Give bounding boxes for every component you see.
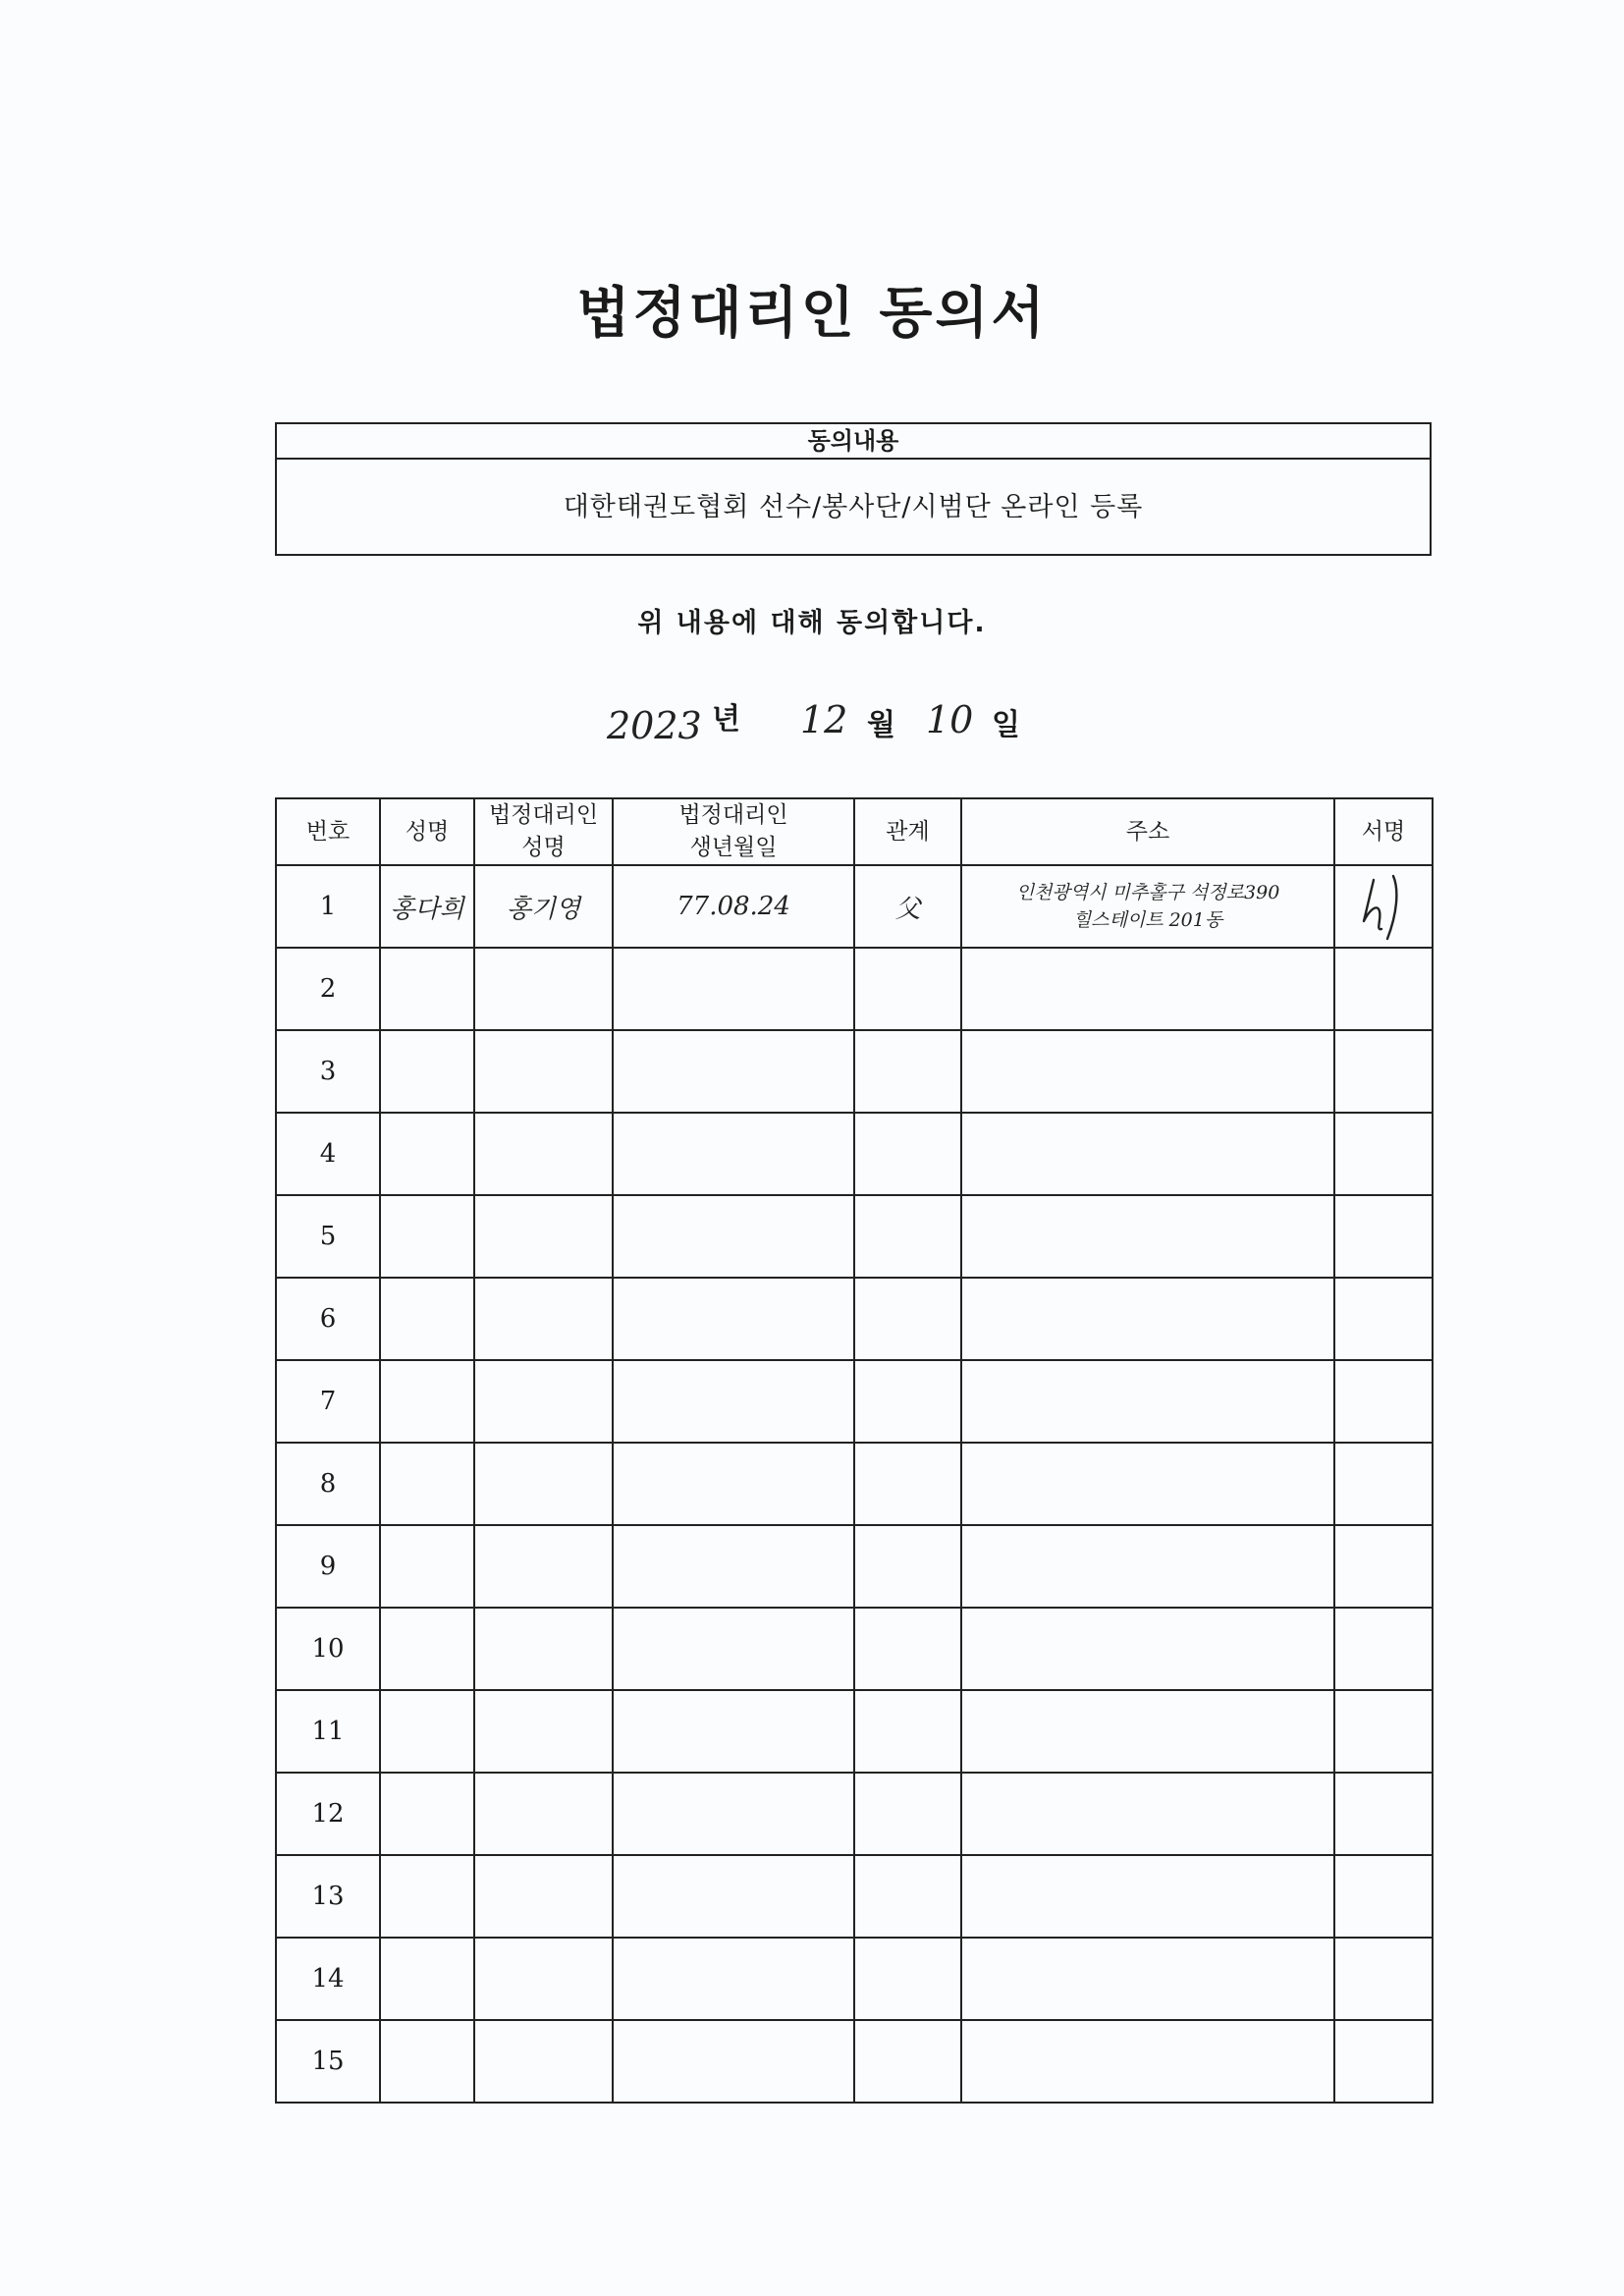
row-name-cell — [380, 1855, 474, 1938]
row-guardian-birth-cell — [613, 1608, 854, 1690]
row-name-cell — [380, 1278, 474, 1360]
row-address: 인천광역시 미추홀구 석정로390 힐스테이트 201동 — [1015, 882, 1280, 931]
row-guardian-name: 홍기영 — [506, 894, 581, 924]
row-guardian-name-cell — [474, 1030, 613, 1113]
row-guardian-birth-cell — [613, 865, 854, 948]
row-address-cell — [961, 948, 1334, 1030]
row-relation-cell — [854, 1113, 961, 1195]
table-row — [276, 1443, 1433, 1525]
row-number: 3 — [319, 1057, 337, 1086]
row-number: 12 — [311, 1799, 345, 1829]
row-relation-cell — [854, 2020, 961, 2103]
date-line — [589, 692, 1080, 751]
row-signature-cell — [1334, 1938, 1433, 2020]
consent-box — [275, 422, 1432, 556]
row-relation-cell — [854, 1773, 961, 1855]
date-month-handwritten: 12 — [800, 698, 848, 741]
table-row — [276, 948, 1433, 1030]
row-number-cell — [276, 1195, 380, 1278]
date-year-handwritten: 2023 — [607, 704, 702, 747]
row-guardian-birth-cell — [613, 1113, 854, 1195]
row-number-cell — [276, 948, 380, 1030]
row-signature-cell — [1334, 1278, 1433, 1360]
col-header-address: 주소 — [961, 798, 1334, 865]
row-name-cell — [380, 1773, 474, 1855]
row-signature-cell — [1334, 1690, 1433, 1773]
row-guardian-birth-cell — [613, 2020, 854, 2103]
row-relation: 父 — [894, 894, 921, 924]
table-row — [276, 1855, 1433, 1938]
date-day-handwritten: 10 — [926, 698, 974, 741]
row-address-cell — [961, 865, 1334, 948]
row-number-cell — [276, 1608, 380, 1690]
consent-content: 대한태권도협회 선수/봉사단/시범단 온라인 등록 — [563, 492, 1144, 522]
table-row — [276, 1938, 1433, 2020]
row-number: 7 — [319, 1387, 337, 1416]
date-month-unit: 월 — [867, 708, 895, 742]
row-guardian-birth-cell — [613, 1525, 854, 1608]
row-signature-cell — [1334, 1360, 1433, 1443]
row-guardian-name-cell — [474, 1443, 613, 1525]
row-number: 5 — [319, 1222, 337, 1251]
row-relation-cell — [854, 1360, 961, 1443]
row-number-cell — [276, 865, 380, 948]
row-address-cell — [961, 1278, 1334, 1360]
row-signature-cell — [1334, 2020, 1433, 2103]
row-relation-cell — [854, 865, 961, 948]
table-row — [276, 1360, 1433, 1443]
row-name-cell — [380, 1608, 474, 1690]
row-guardian-name-cell — [474, 1938, 613, 2020]
col-header-guardian-birth: 법정대리인 생년월일 — [613, 798, 854, 865]
row-guardian-birth-cell — [613, 1690, 854, 1773]
row-address-cell — [961, 1525, 1334, 1608]
row-address-cell — [961, 1773, 1334, 1855]
row-number: 11 — [311, 1717, 345, 1746]
row-number-cell — [276, 1443, 380, 1525]
row-guardian-name-cell — [474, 865, 613, 948]
row-number-cell — [276, 1773, 380, 1855]
col-header-name: 성명 — [380, 798, 474, 865]
row-address-cell — [961, 1443, 1334, 1525]
row-number-cell — [276, 1690, 380, 1773]
row-name-cell — [380, 1525, 474, 1608]
row-guardian-birth-cell — [613, 1360, 854, 1443]
row-guardian-name-cell — [474, 1773, 613, 1855]
row-name-cell — [380, 865, 474, 948]
row-number: 6 — [319, 1304, 337, 1334]
row-name-cell — [380, 2020, 474, 2103]
agreement-statement: 위 내용에 대해 동의합니다. — [637, 608, 987, 638]
row-address-cell — [961, 1195, 1334, 1278]
row-guardian-birth-cell — [613, 1030, 854, 1113]
row-relation-cell — [854, 1443, 961, 1525]
table-row — [276, 865, 1433, 948]
row-number-cell — [276, 1113, 380, 1195]
row-number: 10 — [311, 1634, 345, 1664]
row-guardian-name-cell — [474, 1113, 613, 1195]
row-name-cell — [380, 1938, 474, 2020]
date-year-unit: 년 — [712, 702, 740, 737]
row-number-cell — [276, 1525, 380, 1608]
document-title: 법정대리인 동의서 — [576, 282, 1048, 346]
row-guardian-name-cell — [474, 1278, 613, 1360]
table-row — [276, 2020, 1433, 2103]
row-name-cell — [380, 948, 474, 1030]
row-guardian-name-cell — [474, 1525, 613, 1608]
row-signature-cell — [1334, 1608, 1433, 1690]
row-address-cell — [961, 2020, 1334, 2103]
row-signature-cell — [1334, 1855, 1433, 1938]
table-row — [276, 1278, 1433, 1360]
guardian-table — [275, 797, 1434, 2104]
row-relation-cell — [854, 1608, 961, 1690]
row-guardian-name-cell — [474, 1195, 613, 1278]
row-relation-cell — [854, 1278, 961, 1360]
row-signature-cell — [1334, 1443, 1433, 1525]
table-row — [276, 1195, 1433, 1278]
row-address-cell — [961, 1030, 1334, 1113]
row-relation-cell — [854, 1525, 961, 1608]
row-guardian-name-cell — [474, 2020, 613, 2103]
row-signature-cell — [1334, 1030, 1433, 1113]
row-number: 1 — [319, 892, 337, 921]
row-name-cell — [380, 1195, 474, 1278]
row-number: 13 — [311, 1882, 345, 1911]
row-relation-cell — [854, 1195, 961, 1278]
row-relation-cell — [854, 1938, 961, 2020]
row-number: 4 — [319, 1139, 337, 1169]
table-row — [276, 1690, 1433, 1773]
row-relation-cell — [854, 1855, 961, 1938]
row-name-cell — [380, 1443, 474, 1525]
row-guardian-birth-cell — [613, 1278, 854, 1360]
row-guardian-name-cell — [474, 1855, 613, 1938]
row-signature-cell — [1334, 1195, 1433, 1278]
row-number-cell — [276, 1938, 380, 2020]
date-day-unit: 일 — [992, 708, 1020, 742]
row-name-cell — [380, 1360, 474, 1443]
row-guardian-birth-cell — [613, 1855, 854, 1938]
row-address-cell — [961, 1113, 1334, 1195]
row-name-cell — [380, 1690, 474, 1773]
row-address-cell — [961, 1938, 1334, 2020]
row-guardian-name-cell — [474, 1690, 613, 1773]
row-guardian-birth-cell — [613, 1195, 854, 1278]
row-relation-cell — [854, 948, 961, 1030]
row-signature-cell — [1334, 1525, 1433, 1608]
row-relation-cell — [854, 1690, 961, 1773]
row-address-cell — [961, 1855, 1334, 1938]
consent-header: 동의내용 — [277, 424, 1430, 460]
row-guardian-birth-cell — [613, 1773, 854, 1855]
row-guardian-birth-cell — [613, 1443, 854, 1525]
row-guardian-birth-cell — [613, 948, 854, 1030]
table-row — [276, 1030, 1433, 1113]
row-number-cell — [276, 1030, 380, 1113]
row-number: 2 — [319, 974, 337, 1004]
row-name-cell — [380, 1030, 474, 1113]
table-row — [276, 1525, 1433, 1608]
row-number: 9 — [319, 1552, 337, 1581]
handwritten-signature — [1354, 870, 1413, 943]
row-relation-cell — [854, 1030, 961, 1113]
row-signature-cell — [1334, 1113, 1433, 1195]
table-row — [276, 1608, 1433, 1690]
row-number: 14 — [311, 1964, 345, 1994]
col-header-guardian-name: 법정대리인 성명 — [474, 798, 613, 865]
row-address-cell — [961, 1690, 1334, 1773]
row-name-cell — [380, 1113, 474, 1195]
table-row — [276, 1773, 1433, 1855]
row-guardian-name-cell — [474, 1360, 613, 1443]
col-header-relation: 관계 — [854, 798, 961, 865]
row-address-cell — [961, 1360, 1334, 1443]
table-row — [276, 1113, 1433, 1195]
row-number: 15 — [311, 2047, 345, 2076]
row-address-cell — [961, 1608, 1334, 1690]
row-number-cell — [276, 1360, 380, 1443]
row-number-cell — [276, 1278, 380, 1360]
row-guardian-name-cell — [474, 1608, 613, 1690]
row-number-cell — [276, 2020, 380, 2103]
row-signature-cell — [1334, 1773, 1433, 1855]
row-number-cell — [276, 1855, 380, 1938]
row-signature-cell — [1334, 865, 1433, 948]
row-number: 8 — [319, 1469, 337, 1499]
table-header-row — [276, 798, 1433, 865]
row-guardian-birth-cell — [613, 1938, 854, 2020]
row-name: 홍다희 — [390, 894, 464, 924]
col-header-number: 번호 — [276, 798, 380, 865]
row-guardian-birth: 77.08.24 — [677, 892, 790, 921]
row-guardian-name-cell — [474, 948, 613, 1030]
row-signature-cell — [1334, 948, 1433, 1030]
col-header-signature: 서명 — [1334, 798, 1433, 865]
